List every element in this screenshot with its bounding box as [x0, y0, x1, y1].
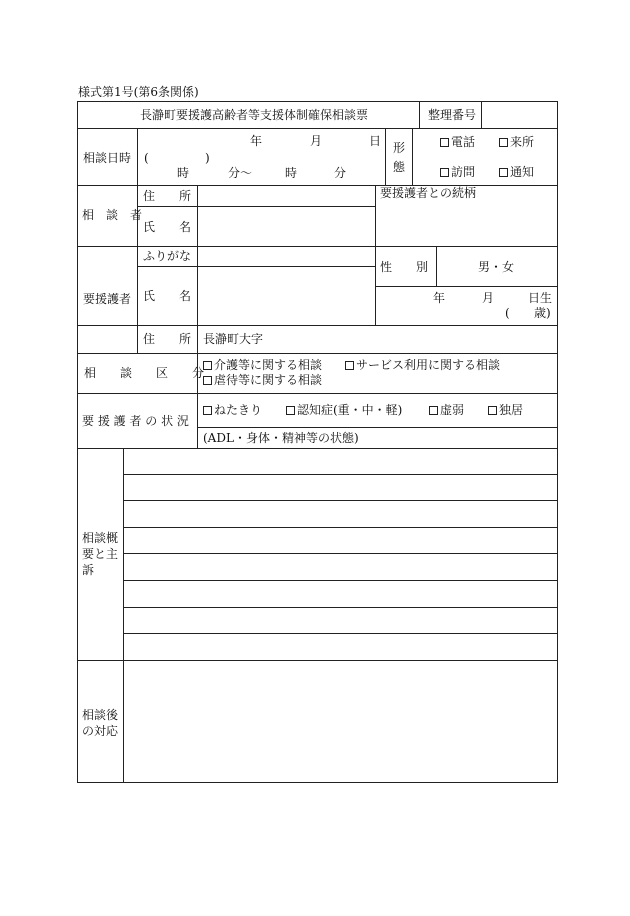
- option-frail[interactable]: 虚弱: [429, 403, 464, 417]
- checkbox-icon: [203, 406, 212, 415]
- row-line: [197, 427, 558, 428]
- col-line: [197, 185, 198, 353]
- form-label: 様式第1号(第6条関係): [78, 85, 199, 99]
- checkbox-icon: [286, 406, 295, 415]
- consulter-label: 相 談 者: [82, 208, 143, 222]
- row-line: [137, 206, 375, 207]
- checkbox-icon: [488, 406, 497, 415]
- subject-address-label: 住 所: [143, 332, 192, 346]
- age-close: 歳): [534, 306, 551, 320]
- option-visit-office[interactable]: 来所: [499, 135, 534, 149]
- birth-day: 日生: [528, 291, 553, 305]
- col-line: [375, 185, 376, 325]
- row-line: [77, 185, 558, 186]
- option-bedridden[interactable]: ねたきり: [203, 403, 262, 417]
- option-living-alone[interactable]: 独居: [488, 403, 523, 417]
- col-line: [436, 246, 437, 286]
- form-type-label-bottom: 態: [393, 160, 406, 174]
- category-label: 相 談 区 分: [84, 366, 205, 380]
- summary-line: [123, 527, 558, 528]
- subject-name-label: 氏 名: [143, 289, 192, 303]
- summary-line: [123, 607, 558, 608]
- option-notice[interactable]: 通知: [499, 165, 534, 179]
- summary-label-line1: 相談概: [82, 531, 119, 545]
- status-label: 要 援 護 者 の 状 況: [82, 414, 189, 428]
- row-line: [77, 128, 558, 129]
- frame-bottom: [77, 782, 558, 783]
- col-line: [137, 128, 138, 185]
- checkbox-icon: [203, 361, 212, 370]
- frame-left: [77, 101, 78, 782]
- day-label: 日: [369, 134, 382, 148]
- option-phone[interactable]: 電話: [440, 135, 475, 149]
- row-line: [375, 286, 558, 287]
- frame-top: [77, 101, 558, 102]
- hour2-label: 時: [285, 166, 298, 180]
- number-label: 整理番号: [428, 108, 477, 122]
- gender-label: 性 別: [380, 260, 429, 274]
- subject-label: 要援護者: [83, 292, 132, 306]
- age-open: (: [505, 306, 510, 320]
- furigana-label: ふりがな: [143, 249, 192, 263]
- birth-month: 月: [482, 291, 495, 305]
- paren-close: ): [205, 151, 210, 165]
- checkbox-icon: [429, 406, 438, 415]
- col-line: [412, 128, 413, 185]
- hour-label: 時: [177, 166, 190, 180]
- col-line: [481, 101, 482, 128]
- month-label: 月: [310, 134, 323, 148]
- minute2-label: 分: [334, 166, 347, 180]
- datetime-label: 相談日時: [83, 151, 132, 165]
- checkbox-icon: [345, 361, 354, 370]
- summary-line: [123, 580, 558, 581]
- after-label-line1: 相談後: [82, 708, 119, 722]
- subject-address-value[interactable]: 長瀞町大字: [203, 332, 264, 346]
- row-line: [77, 660, 558, 661]
- option-abuse-consult[interactable]: 虐待等に関する相談: [203, 373, 322, 387]
- consulter-name-label: 氏 名: [143, 220, 192, 234]
- consulter-address-label: 住 所: [143, 189, 192, 203]
- row-line: [77, 393, 558, 394]
- row-line: [77, 246, 558, 247]
- birth-year: 年: [433, 291, 446, 305]
- summary-line: [123, 633, 558, 634]
- col-line: [419, 101, 420, 128]
- form-type-label-top: 形: [393, 141, 406, 155]
- summary-line: [123, 474, 558, 475]
- form-title: 長瀞町要援護高齢者等支援体制確保相談票: [140, 108, 369, 122]
- frame-right: [557, 101, 558, 782]
- row-line: [77, 325, 558, 326]
- checkbox-icon: [203, 376, 212, 385]
- checkbox-icon: [440, 168, 449, 177]
- minute-to-label: 分〜: [228, 166, 253, 180]
- option-home-visit[interactable]: 訪問: [440, 165, 475, 179]
- option-dementia[interactable]: 認知症(重・中・軽): [286, 403, 402, 417]
- relation-label: 要援護者との続柄: [380, 186, 477, 200]
- col-line: [385, 128, 386, 185]
- summary-label-line2: 要と主: [82, 547, 119, 561]
- row-line: [137, 266, 375, 267]
- checkbox-icon: [499, 168, 508, 177]
- checkbox-icon: [440, 138, 449, 147]
- checkbox-icon: [499, 138, 508, 147]
- summary-line: [123, 553, 558, 554]
- row-line: [77, 353, 558, 354]
- summary-label-line3: 訴: [82, 563, 95, 577]
- year-label: 年: [250, 134, 263, 148]
- after-label-line2: の対応: [82, 724, 119, 738]
- option-care-consult[interactable]: 介護等に関する相談: [203, 358, 322, 372]
- option-service-consult[interactable]: サービス利用に関する相談: [345, 358, 500, 372]
- summary-line: [123, 500, 558, 501]
- paren-open: (: [144, 151, 149, 165]
- row-line: [77, 448, 558, 449]
- col-line: [123, 448, 124, 782]
- adl-note: (ADL・身体・精神等の状態): [203, 431, 359, 445]
- gender-value[interactable]: 男・女: [478, 260, 515, 274]
